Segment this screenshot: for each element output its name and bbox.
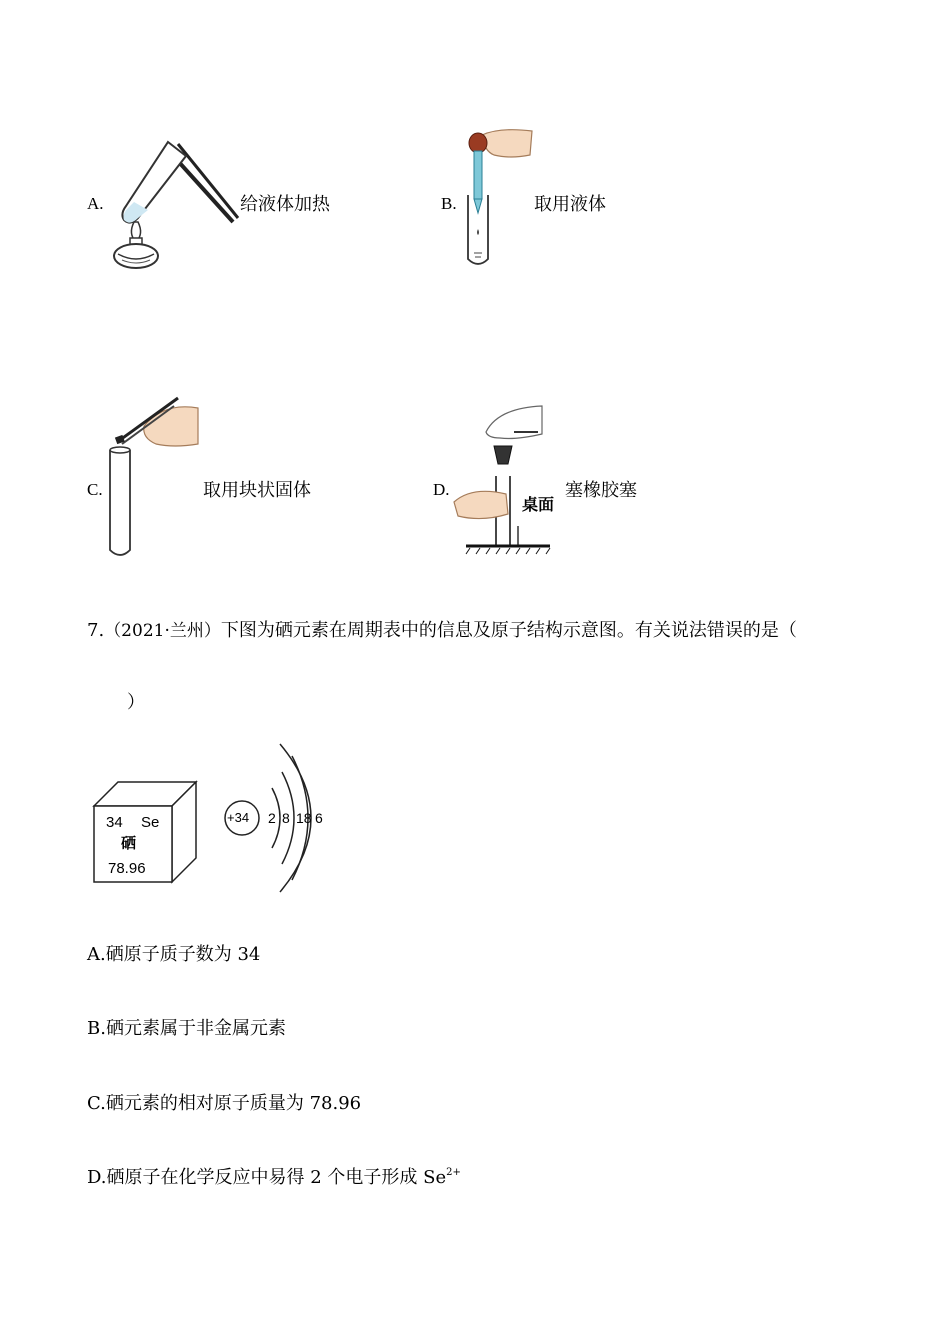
element-name: 硒 (121, 834, 137, 852)
desk-surface-label: 桌面 (522, 495, 555, 514)
choice-d-charge: 2+ (446, 1167, 461, 1178)
question-close-paren: ） (127, 692, 145, 713)
tweezers-illustration (104, 392, 204, 560)
option-a-caption: 给液体加热 (240, 194, 330, 215)
option-a-letter: A. (87, 194, 104, 213)
option-b-caption: 取用液体 (534, 194, 606, 215)
choice-d (87, 1167, 461, 1189)
choice-a: A.硒原子质子数为 34 (87, 944, 261, 965)
dropper-illustration (460, 125, 540, 270)
choice-b: B.硒元素属于非金属元素 (87, 1018, 286, 1039)
option-d-caption: 塞橡胶塞 (565, 480, 637, 501)
stopper-illustration (452, 402, 554, 556)
shell-3-electrons: 18 (296, 810, 312, 826)
nucleus-charge: +34 (227, 810, 250, 825)
option-c-caption: 取用块状固体 (203, 480, 311, 501)
shell-4-electrons: 6 (315, 810, 323, 826)
element-symbol: Se (141, 814, 160, 831)
option-b-letter: B. (441, 194, 457, 213)
choice-c: C.硒元素的相对原子质量为 78.96 (87, 1093, 362, 1114)
heating-liquid-illustration (108, 130, 238, 270)
question-number: 7. (87, 620, 105, 641)
shell-2-electrons: 8 (282, 810, 290, 826)
question-7-stem (87, 620, 797, 642)
question-source: （2021·兰州） (104, 621, 221, 641)
option-d-letter: D. (433, 480, 450, 499)
element-atomic-number: 34 (106, 814, 123, 831)
option-c-letter: C. (87, 480, 103, 499)
choice-d-text: D.硒原子在化学反应中易得 2 个电子形成 Se (87, 1167, 447, 1188)
shell-1-electrons: 2 (268, 810, 276, 826)
element-mass: 78.96 (108, 860, 146, 877)
question-text: 下图为硒元素在周期表中的信息及原子结构示意图。有关说法错误的是（ (220, 620, 797, 641)
